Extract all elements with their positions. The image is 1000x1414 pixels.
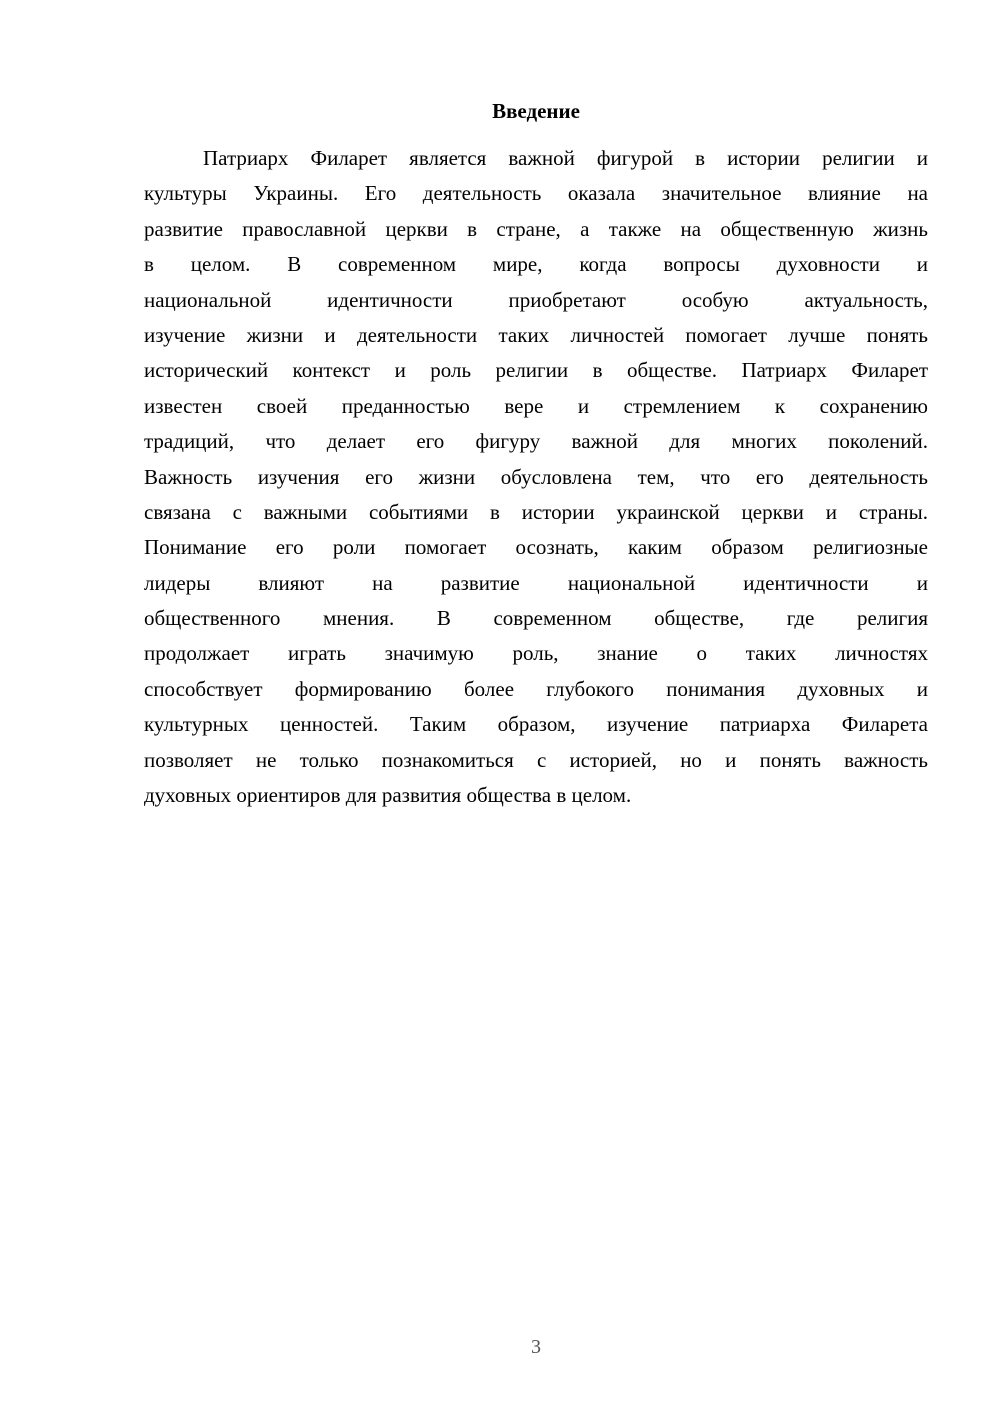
paragraph-line: в целом. В современном мире, когда вопросы духовности и	[144, 252, 928, 277]
paragraph-line: Понимание его роли помогает осознать, каким образом религиозные	[144, 535, 928, 560]
paragraph-line: лидеры влияют на развитие национальной идентичности и	[144, 570, 928, 595]
page-number: 3	[531, 1336, 541, 1358]
paragraph-line: национальной идентичности приобретают особую актуальность,	[144, 287, 928, 312]
paragraph-line: известен своей преданностью вере и стремлением к сохранению	[144, 393, 928, 418]
paragraph-line: Патриарх Филарет является важной фигурой в истории религии и	[203, 146, 928, 170]
paragraph-line: духовных ориентиров для развития общества в целом.	[144, 783, 632, 808]
paragraph-line: культурных ценностей. Таким образом, изучение патриарха Филарета	[144, 712, 928, 737]
paragraph-line: Важность изучения его жизни обусловлена тем, что его деятельность	[144, 464, 928, 489]
paragraph-line: традиций, что делает его фигуру важной для многих поколений.	[144, 429, 928, 454]
paragraph-line: исторический контекст и роль религии в обществе. Патриарх Филарет	[144, 358, 928, 383]
paragraph-line: продолжает играть значимую роль, знание о таких личностях	[144, 641, 928, 666]
paragraph-line: развитие православной церкви в стране, а также на общественную жизнь	[144, 216, 928, 241]
paragraph-line: общественного мнения. В современном обществе, где религия	[144, 606, 928, 631]
paragraph-line: культуры Украины. Его деятельность оказала значительное влияние на	[144, 181, 928, 206]
paragraph-line: связана с важными событиями в истории украинской церкви и страны.	[144, 499, 928, 524]
page-title: Введение	[492, 99, 580, 123]
introduction-paragraph	[144, 141, 928, 813]
paragraph-line: способствует формированию более глубокого понимания духовных и	[144, 676, 928, 701]
paragraph-line: изучение жизни и деятельности таких личностей помогает лучше понять	[144, 322, 928, 347]
paragraph-line: позволяет не только познакомиться с историей, но и понять важность	[144, 747, 928, 772]
